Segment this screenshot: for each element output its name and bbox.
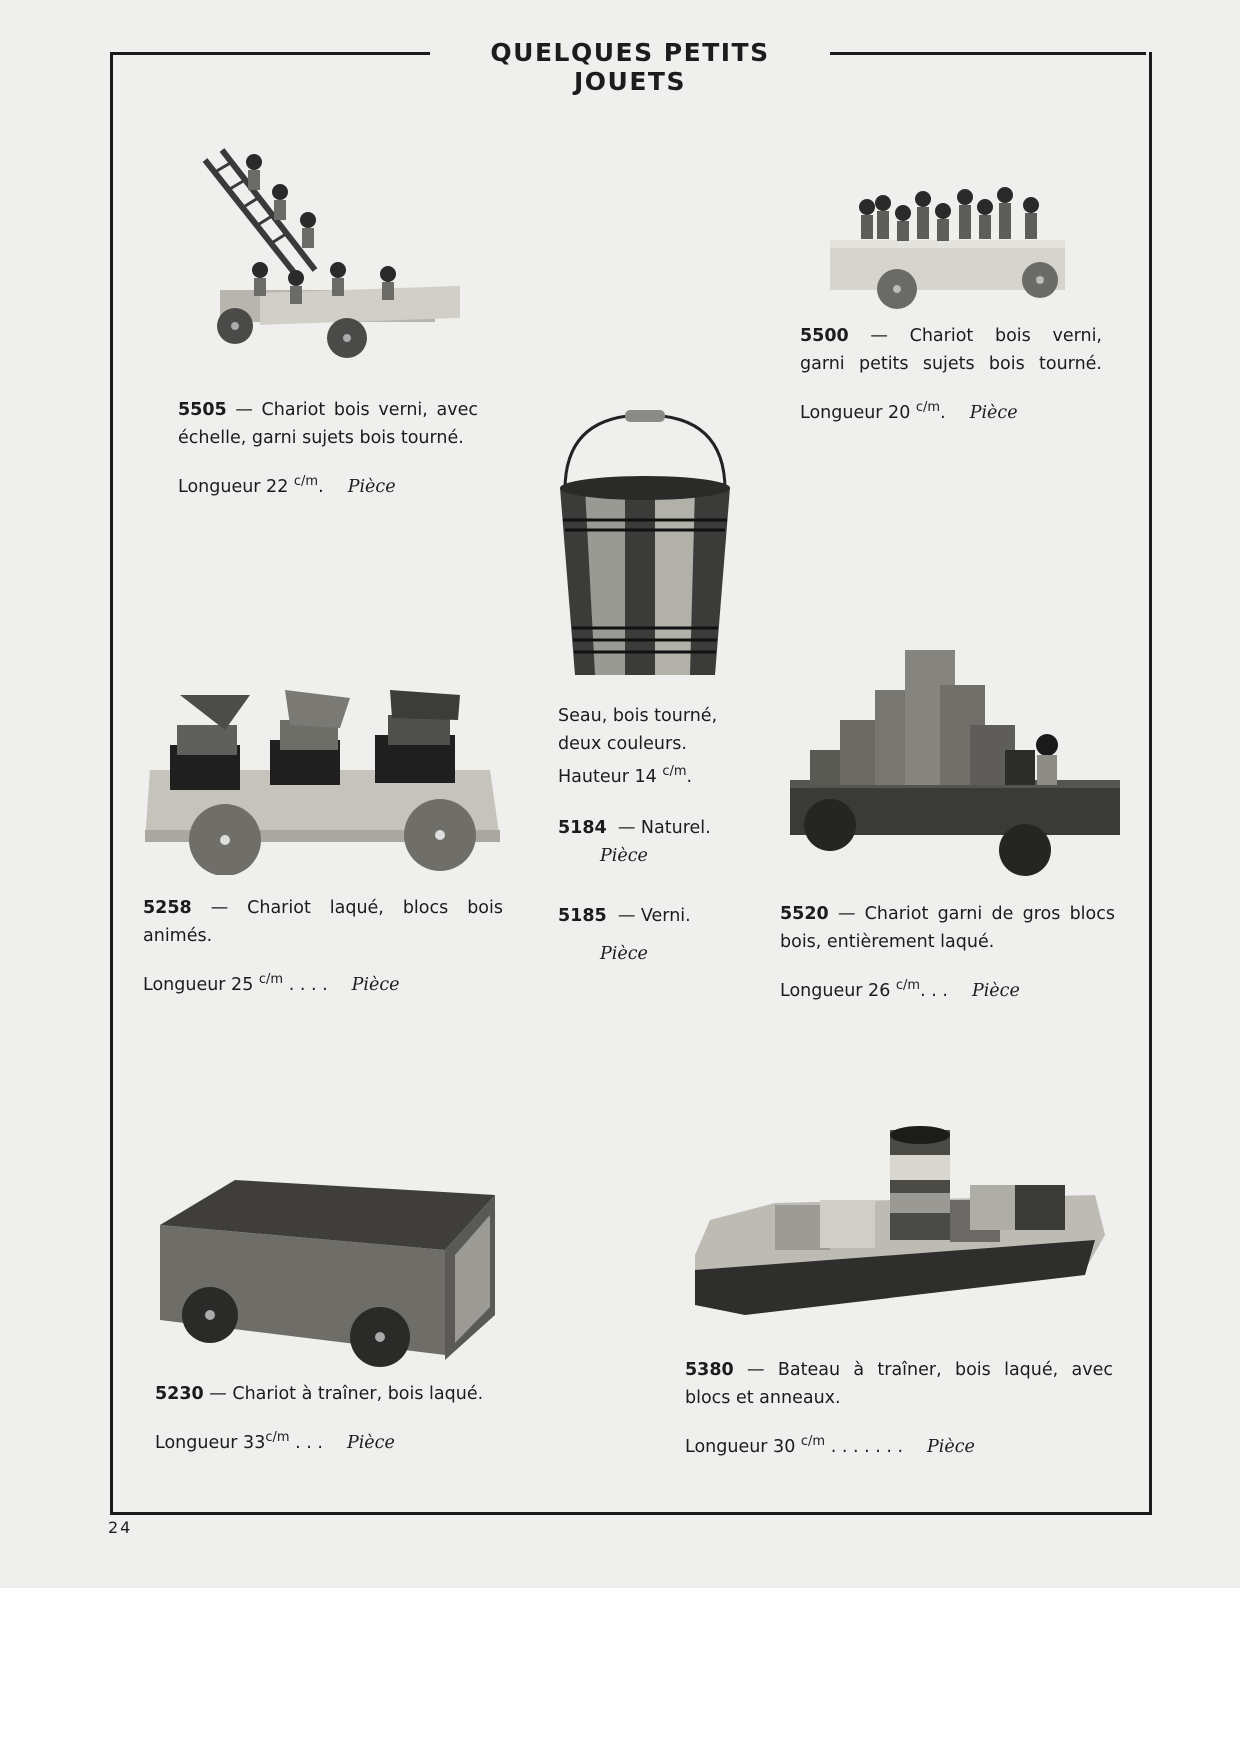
item-length: Longueur 20 bbox=[800, 402, 911, 423]
item-code: 5185 bbox=[558, 906, 607, 926]
title-rule-left bbox=[113, 52, 430, 55]
item-desc-line1: — Chariot garni de gros blocs bbox=[837, 904, 1115, 924]
pull-wagon-illustration bbox=[155, 1175, 500, 1375]
unit-cm: c/m bbox=[800, 1434, 826, 1449]
leader-dots: . bbox=[686, 766, 693, 787]
item-length: Longueur 25 bbox=[143, 974, 254, 995]
item-length: Longueur 30 bbox=[685, 1436, 796, 1457]
item-code: 5505 bbox=[178, 400, 227, 420]
item-price-label: Pièce bbox=[351, 974, 400, 995]
item-desc-line1: — Chariot bois verni, avec bbox=[235, 400, 478, 420]
unit-cm: c/m bbox=[662, 764, 687, 779]
item-5500 bbox=[800, 322, 1102, 427]
seau-desc-line1: Seau, bois tourné, bbox=[558, 706, 718, 726]
item-desc: — Verni. bbox=[617, 906, 691, 926]
leader-dots: . bbox=[318, 476, 324, 497]
page-number: 24 bbox=[108, 1518, 133, 1537]
item-price-label: Pièce bbox=[600, 944, 648, 964]
leader-dots: . . . bbox=[920, 980, 948, 1001]
item-desc-line2: garni petits sujets bois tourné. bbox=[800, 354, 1102, 374]
item-desc-line1: — Chariot à traîner, bois laqué. bbox=[209, 1384, 484, 1404]
unit-cm: c/m bbox=[265, 1430, 290, 1445]
item-desc-line2: blocs et anneaux. bbox=[685, 1388, 841, 1408]
item-5520 bbox=[780, 900, 1115, 1005]
unit-cm: c/m bbox=[258, 972, 284, 987]
title-rule-right bbox=[830, 52, 1146, 55]
item-5258 bbox=[143, 894, 503, 999]
item-desc-line1: — Chariot bois verni, bbox=[870, 326, 1102, 346]
item-price-label: Pièce bbox=[969, 402, 1018, 423]
item-5185 bbox=[558, 902, 748, 968]
item-length: Longueur 22 bbox=[178, 476, 289, 497]
item-desc-line2: échelle, garni sujets bois tourné. bbox=[178, 428, 464, 448]
item-length: Longueur 33 bbox=[155, 1432, 266, 1453]
ladder-cart-illustration bbox=[200, 140, 470, 380]
item-code: 5520 bbox=[780, 904, 829, 924]
item-desc-line1: — Chariot laqué, blocs bois bbox=[210, 898, 503, 918]
item-length: Longueur 26 bbox=[780, 980, 891, 1001]
unit-cm: c/m bbox=[915, 400, 941, 415]
leader-dots: . . . bbox=[295, 1432, 323, 1453]
item-5505 bbox=[178, 396, 478, 501]
leader-dots: . . . . . . . bbox=[830, 1436, 904, 1457]
shape-blocks-cart-illustration bbox=[140, 690, 510, 875]
item-price-label: Pièce bbox=[347, 476, 396, 497]
seau-height: Hauteur 14 bbox=[558, 766, 657, 787]
item-code: 5184 bbox=[558, 818, 607, 838]
item-price-label: Pièce bbox=[600, 846, 648, 866]
item-5184 bbox=[558, 814, 748, 870]
leader-dots: . . . . bbox=[288, 974, 328, 995]
leader-dots: . bbox=[940, 402, 946, 423]
item-code: 5258 bbox=[143, 898, 192, 918]
item-seau bbox=[558, 702, 748, 791]
item-5380 bbox=[685, 1356, 1113, 1461]
page-title: QUELQUES PETITS JOUETS bbox=[430, 38, 830, 96]
item-code: 5230 bbox=[155, 1384, 204, 1404]
item-code: 5380 bbox=[685, 1360, 734, 1380]
item-desc: — Naturel. bbox=[617, 818, 711, 838]
item-desc-line2: animés. bbox=[143, 926, 213, 946]
item-price-label: Pièce bbox=[346, 1432, 395, 1453]
item-desc-line1: — Bateau à traîner, bois laqué, avec bbox=[747, 1360, 1113, 1380]
item-price-label: Pièce bbox=[971, 980, 1020, 1001]
item-price-label: Pièce bbox=[927, 1436, 975, 1457]
bucket-illustration bbox=[545, 410, 745, 685]
item-desc-line2: bois, entièrement laqué. bbox=[780, 932, 995, 952]
big-blocks-cart-illustration bbox=[785, 650, 1125, 880]
item-code: 5500 bbox=[800, 326, 849, 346]
item-5230 bbox=[155, 1380, 505, 1457]
pull-boat-illustration bbox=[695, 1125, 1115, 1325]
peg-figures-cart-illustration bbox=[825, 185, 1075, 315]
seau-desc-line2: deux couleurs. bbox=[558, 734, 687, 754]
unit-cm: c/m bbox=[895, 978, 921, 993]
unit-cm: c/m bbox=[293, 474, 319, 489]
